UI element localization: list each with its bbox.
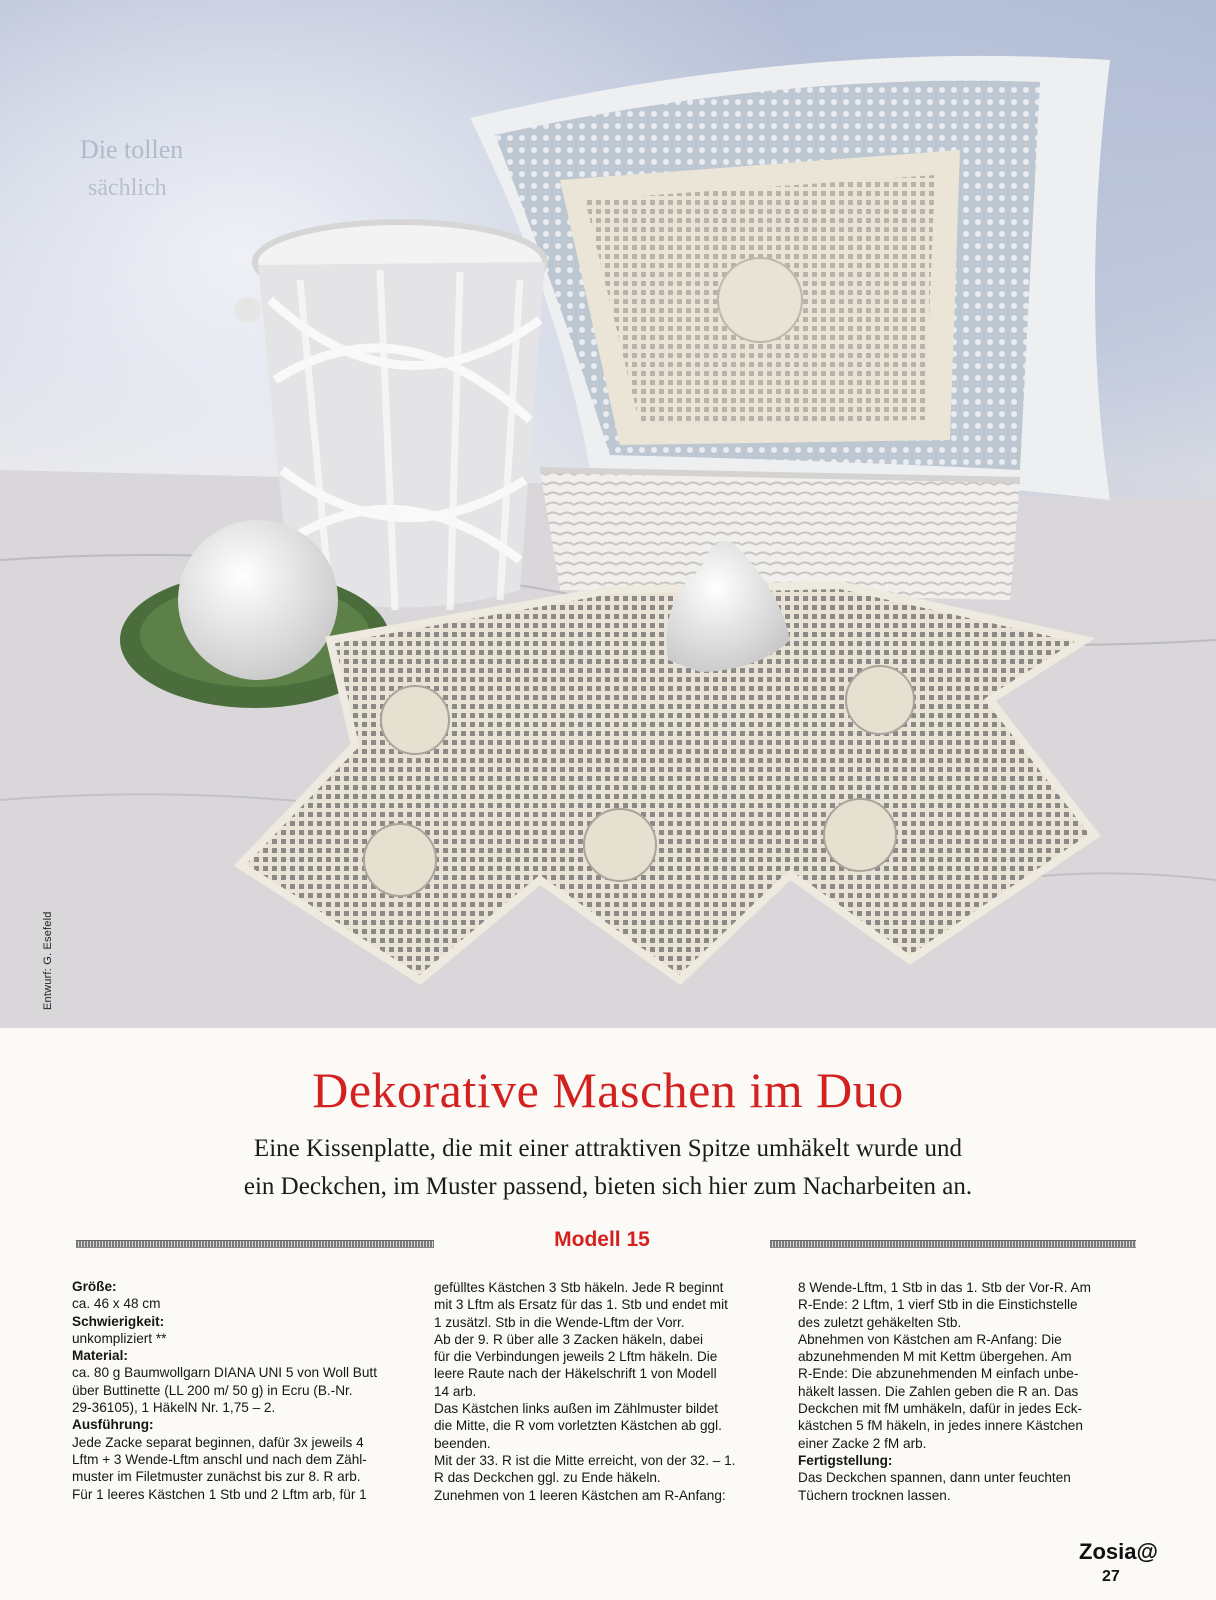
subtitle-line: Eine Kissenplatte, die mit einer attraktiven Spitze umhäkelt wurde und [253, 1135, 963, 1162]
text-line: Tüchern trocknen lassen. [798, 1487, 951, 1503]
text-line: R-Ende: 2 Lftm, 1 vierf Stb in die Einstichstelle [798, 1297, 1078, 1313]
text-line: Mit der 33. R ist die Mitte erreicht, von der 32. – 1. [434, 1452, 736, 1468]
article-title: Dekorative Maschen im Duo [312, 1062, 904, 1118]
text-line: Deckchen mit fM umhäkeln, dafür in jedes Eck- [798, 1401, 1083, 1417]
text-line: häkelt lassen. Die Zahlen geben die R an. Das [798, 1383, 1079, 1399]
divider-right [770, 1240, 1136, 1248]
text-line: gefülltes Kästchen 3 Stb häkeln. Jede R beginnt [434, 1280, 724, 1295]
divider-left [76, 1240, 434, 1248]
text-line: ca. 80 g Baumwollgarn DIANA UNI 5 von Woll Butt [72, 1365, 377, 1381]
text-line: Ab der 9. R über alle 3 Zacken häkeln, dabei [434, 1331, 704, 1347]
basket [540, 470, 1020, 600]
heading-schwierigkeit: Schwierigkeit: [72, 1313, 165, 1329]
text-line: Lftm + 3 Wende-Lftm anschl und nach dem Zähl- [72, 1451, 367, 1467]
text-line: Das Kästchen links außen im Zählmuster bildet [434, 1401, 719, 1417]
text-line: Zunehmen von 1 leeren Kästchen am R-Anfang: [434, 1487, 726, 1503]
text-line: für die Verbindungen jeweils 2 Lftm häkeln. Die [434, 1349, 718, 1365]
text-line: 29-36105), 1 HäkelN Nr. 1,75 – 2. [72, 1400, 276, 1416]
text-line: R-Ende: Die abzunehmenden M einfach unbe- [798, 1366, 1079, 1382]
heading-material: Material: [72, 1348, 128, 1364]
text-line: beenden. [434, 1435, 491, 1451]
uploader-signature: Zosia@ [1079, 1539, 1158, 1564]
text-line: kästchen 5 fM häkeln, in jedes innere Kästchen [798, 1418, 1083, 1434]
article-subtitle [60, 1130, 1156, 1206]
heading-ausfuehrung: Ausführung: [72, 1417, 154, 1433]
text-line: unkompliziert ** [72, 1330, 167, 1346]
svg-text:Die tollen: Die tollen [80, 135, 184, 164]
text-line: einer Zacke 2 fM arb. [798, 1435, 927, 1451]
text-line: 14 arb. [434, 1383, 477, 1399]
photo-credit: Entwurf: G. Esefeld [42, 911, 54, 1010]
text-line: 1 zusätzl. Stb in die Wende-Lftm der Vorr. [434, 1314, 685, 1330]
text-line: die Mitte, die R vom vorletzten Kästchen ab ggl. [434, 1418, 722, 1434]
subtitle-line: ein Deckchen, im Muster passend, bieten sich hier zum Nacharbeiten an. [243, 1173, 973, 1200]
text-line: muster im Filetmuster zunächst bis zur 8. R arb. [72, 1469, 361, 1485]
text-line: leere Raute nach der Häkelschrift 1 von Modell [434, 1366, 717, 1382]
svg-text:sächlich: sächlich [88, 175, 167, 201]
text-line: über Buttinette (LL 200 m/ 50 g) in Ecru (B.-Nr. [72, 1382, 353, 1398]
page-number: 27 [1102, 1568, 1120, 1585]
text-line: 8 Wende-Lftm, 1 Stb in das 1. Stb der Vor-R. Am [798, 1280, 1091, 1295]
pillow [470, 56, 1110, 500]
text-line: ca. 46 x 48 cm [72, 1296, 161, 1312]
text-line: mit 3 Lftm als Ersatz für das 1. Stb und endet mit [434, 1297, 728, 1313]
text-line: Das Deckchen spannen, dann unter feuchten [798, 1470, 1071, 1486]
text-line: abzunehmenden M mit Kettm übergehen. Am [798, 1349, 1072, 1365]
text-column-1 [72, 1278, 414, 1503]
heading-fertigstellung: Fertigstellung: [798, 1452, 893, 1468]
heading-groesse: Größe: [72, 1279, 117, 1294]
modell-heading: Modell 15 [554, 1228, 650, 1251]
text-line: Jede Zacke separat beginnen, dafür 3x jeweils 4 [72, 1434, 364, 1450]
text-line: R das Deckchen ggl. zu Ende häkeln. [434, 1470, 661, 1486]
text-line: des zuletzt gehäkelten Stb. [798, 1314, 962, 1330]
text-line: Für 1 leeres Kästchen 1 Stb und 2 Lftm arb, für 1 [72, 1486, 367, 1502]
text-line: Abnehmen von Kästchen am R-Anfang: Die [798, 1331, 1062, 1347]
text-column-3 [798, 1279, 1140, 1504]
text-column-2 [434, 1279, 776, 1504]
